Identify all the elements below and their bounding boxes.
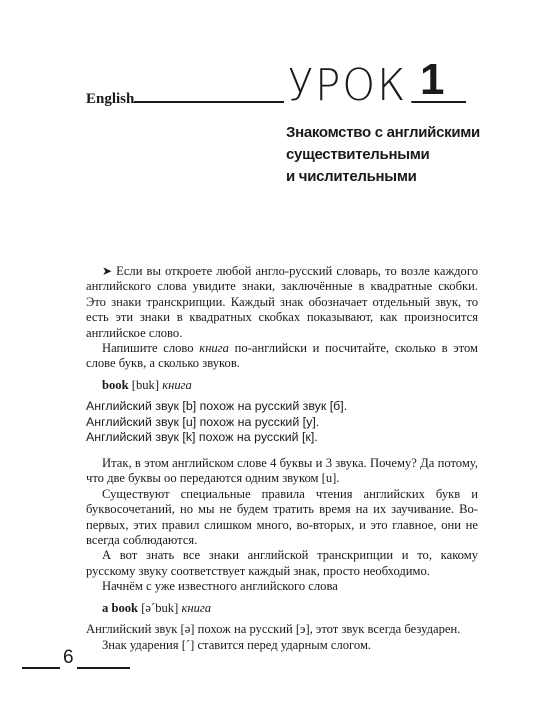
rules-paragraph: Существуют специальные правила чтения английских букв и буквосочетаний, но мы не будем тратить время на их заучивание. Во-первых, этих правил слишком много, во-вторых, и это главное, они не всегда соблюдаются.	[86, 486, 478, 548]
arrow-icon: ➤	[102, 264, 113, 278]
example-translation: книга	[181, 600, 212, 615]
lesson-number: 1	[420, 55, 445, 104]
sounds-list	[86, 399, 478, 446]
lesson-title: УРОК	[284, 60, 411, 111]
sound-line: Английский звук [b] похож на русский звук [б].	[86, 399, 348, 414]
subtitle-line: существительными	[286, 146, 430, 163]
intro-paragraph	[86, 264, 478, 341]
subtitle-line: и числительными	[286, 168, 417, 185]
page-number: 6	[60, 647, 77, 669]
example-a-book	[102, 601, 478, 616]
example-book	[102, 378, 478, 393]
sound-line: Английский звук [k] похож на русский [к].	[86, 430, 318, 445]
result-paragraph: Итак, в этом английском слове 4 буквы и 3 звука. Почему? Да потому, что две буквы oo передаются одним звуком [u].	[86, 456, 478, 486]
stress-paragraph: Знак ударения [´] ставится перед ударным слогом.	[102, 637, 372, 652]
intro-text: Если вы откроете любой англо-русский словарь, то возле каждого английского слова увидите знаки, заключённые в квадратные скобки. Это знаки транскрипции. Каждый знак обозначает отдельный звук, то есть эти знаки в квадратных скобках показывают, как произносится английское слово.	[86, 264, 479, 340]
sound-line: Английский звук [u] похож на русский [у].	[86, 414, 320, 429]
task-text: Напишите слово	[102, 341, 200, 356]
example-transcription: [ə´buk]	[141, 600, 179, 615]
example-translation: книга	[162, 377, 192, 392]
task-text-end: по-английски и посчитайте, сколько в этом слове букв, а сколько звуков.	[86, 341, 478, 371]
header-subject: English	[86, 91, 135, 107]
lesson-subtitle	[286, 122, 506, 188]
task-paragraph	[86, 341, 478, 372]
subtitle-line: Знакомство с английскими	[286, 124, 480, 141]
schwa-paragraph: Английский звук [ə] похож на русский [э], этот звук всегда безударен.	[86, 622, 461, 637]
example-transcription: [buk]	[131, 377, 160, 392]
lesson-body	[86, 264, 478, 653]
knowledge-paragraph: А вот знать все знаки английской транскрипции и то, какому русскому звуку соответствует каждый знак, просто необходимо.	[86, 548, 478, 578]
task-word: книга	[199, 341, 229, 356]
example-word: book	[102, 377, 129, 392]
example-word: a book	[102, 600, 139, 615]
start-paragraph: Начнём с уже известного английского слова	[102, 579, 338, 594]
